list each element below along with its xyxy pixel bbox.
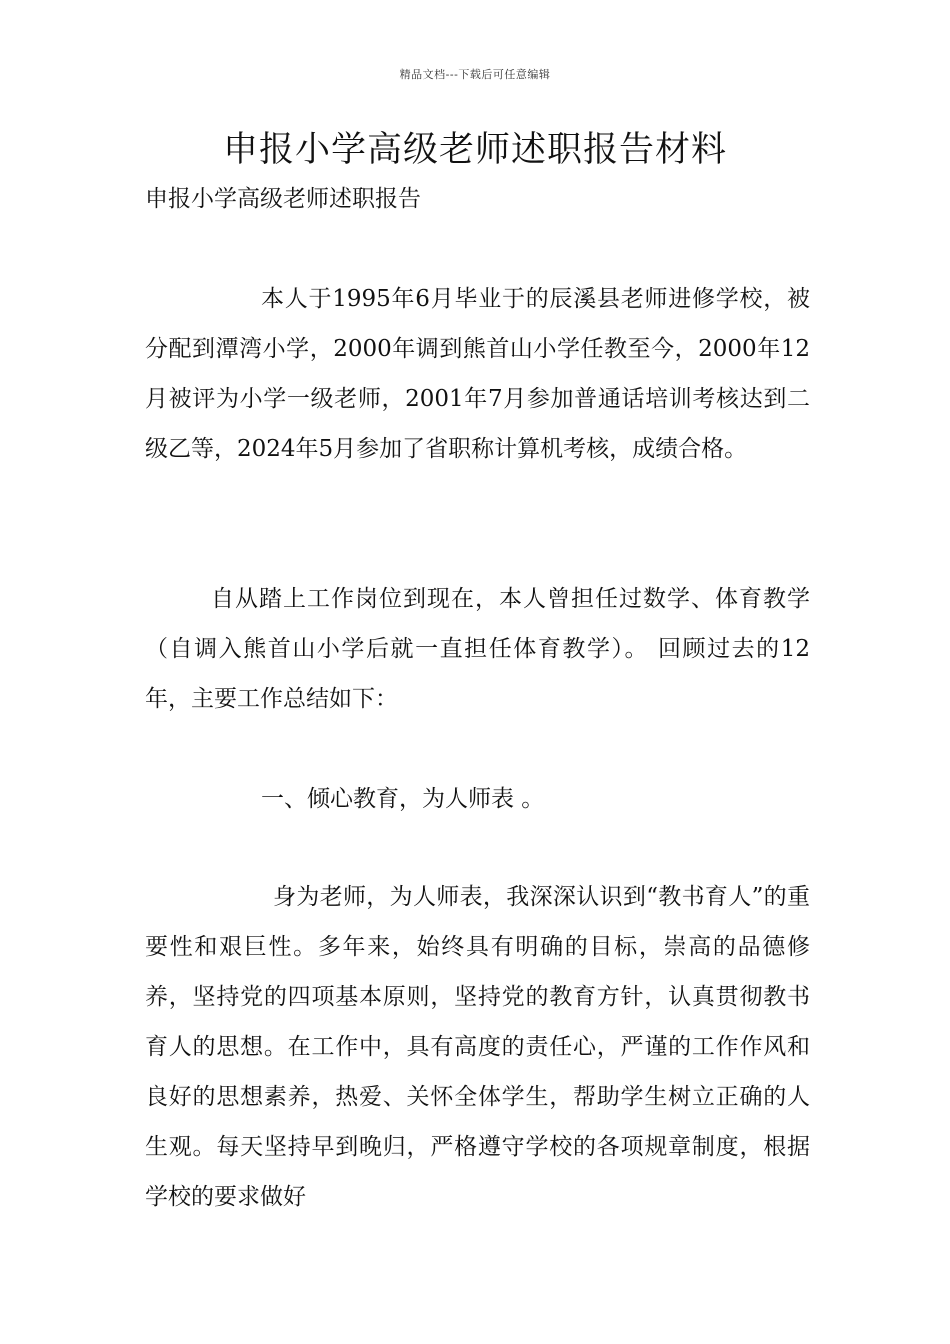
paragraph-work-history: 自从踏上工作岗位到现在，本人曾担任过数学、体育教学（自调入熊首山小学后就一直担任体育教学）。 回顾过去的12年，主要工作总结如下： bbox=[145, 586, 810, 712]
document-subtitle: 申报小学高级老师述职报告 bbox=[145, 186, 421, 212]
document-title: 申报小学高级老师述职报告材料 bbox=[222, 130, 727, 170]
paragraph-intro: 本人于1995年6月毕业于的辰溪县老师进修学校，被分配到潭湾小学，2000年调到熊首山小学任教至今，2000年12月被评为小学一级老师，2001年7月参加普通话培训考核达到二级乙等，2024年5月参加了省职称计算机考核，成绩合格。 bbox=[145, 286, 810, 462]
section-heading-1: 一、倾心教育，为人师表 。 bbox=[261, 786, 545, 812]
paragraph-section-1: 身为老师，为人师表，我深深认识到“教书育人”的重要性和艰巨性。多年来，始终具有明确的目标，崇高的品德修养，坚持党的四项基本原则，坚持党的教育方针，认真贯彻教书育人的思想。在工作中，具有高度的责任心，严谨的工作作风和良好的思想素养，热爱、关怀全体学生，帮助学生树立正确的人生观。每天坚持早到晚归，严格遵守学校的各项规章制度，根据学校的要求做好 bbox=[145, 884, 810, 1210]
header-note: 精品文档---下载后可任意编辑 bbox=[399, 68, 551, 81]
